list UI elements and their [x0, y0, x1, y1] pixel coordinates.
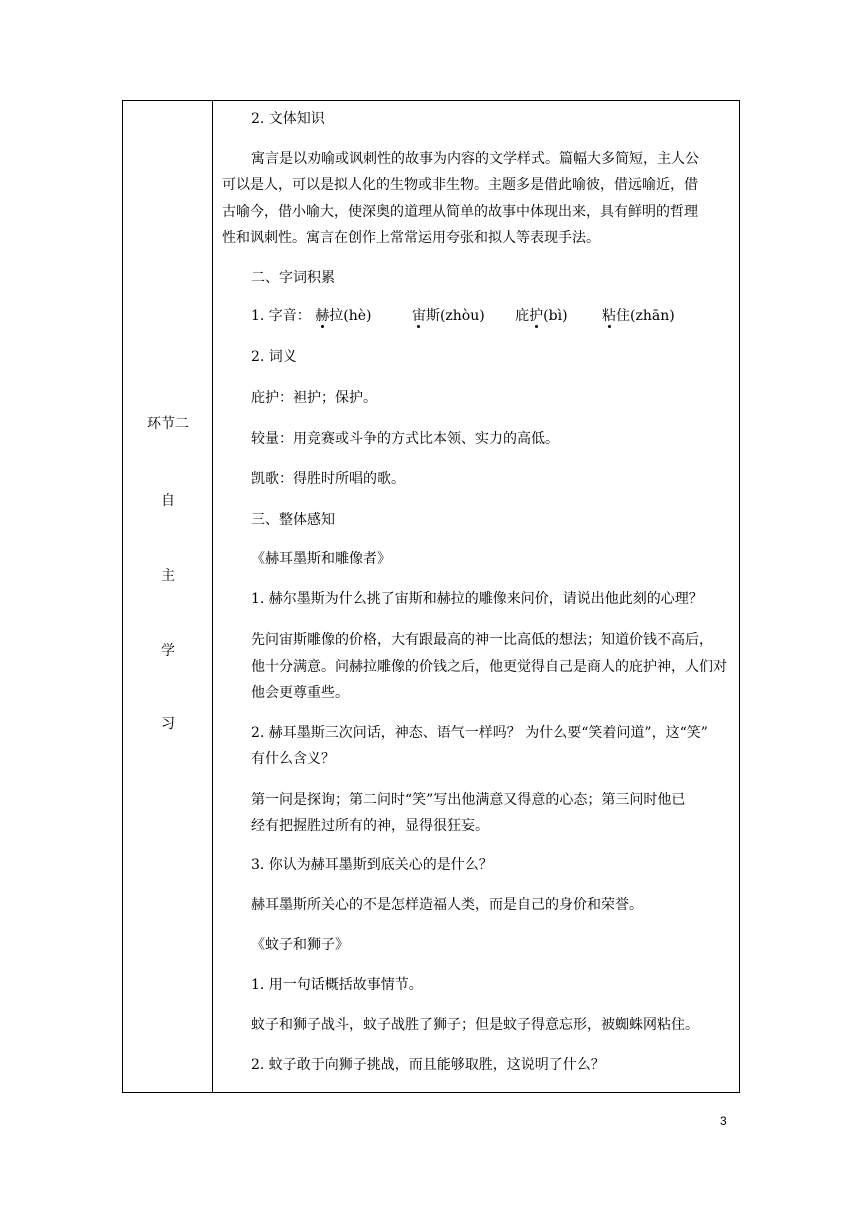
pronunciation-row [251, 306, 675, 326]
answer-line: 蚊子和狮子战斗，蚊子战胜了狮子；但是蚊子得意忘形，被蜘蛛网粘住。 [251, 1017, 699, 1033]
definition-line: 凯歌：得胜时所唱的歌。 [251, 471, 405, 487]
stage-char-3: 学 [161, 643, 175, 659]
subheading: 2. 词义 [251, 349, 297, 365]
heading-genre: 2. 文体知识 [251, 111, 325, 127]
stage-char-1: 自 [161, 493, 175, 509]
answer-line: 他十分满意。问赫拉雕像的价钱之后，他更觉得自己是商人的庇护神，人们对 [251, 659, 727, 675]
emphasized-char: 粘 [602, 308, 616, 324]
answer-line: 第一问是探询；第二问时“笑”写出他满意又得意的心态；第三问时他已 [251, 792, 686, 808]
question-line: 1. 赫尔墨斯为什么挑了宙斯和赫拉的雕像来问价，请说出他此刻的心理？ [251, 591, 703, 607]
pronunciation-item: 庇 [515, 308, 530, 324]
stage-char-2: 主 [161, 568, 175, 584]
paragraph-line: 古喻今，借小喻大，使深奥的道理从简单的故事中体现出来，具有鲜明的哲理 [222, 204, 698, 220]
story-title: 《蚊子和狮子》 [251, 937, 349, 953]
paragraph-line: 可以是人，可以是拟人化的生物或非生物。主题多是借此喻彼，借远喻近，借 [222, 177, 698, 193]
question-line: 2. 赫耳墨斯三次问话，神态、语气一样吗？ 为什么要“笑着问道”，这“笑” [251, 725, 708, 741]
question-line: 3. 你认为赫耳墨斯到底关心的是什么？ [251, 857, 493, 873]
section-heading: 二、字词积累 [251, 270, 335, 286]
stage-label: 环节二 [147, 416, 189, 432]
pronunciation-prefix: 1. 字音： [251, 308, 311, 324]
story-title: 《赫耳墨斯和雕像者》 [251, 551, 391, 567]
section-label-column [123, 101, 213, 1092]
answer-line: 他会更尊重些。 [251, 685, 349, 701]
stage-char-4: 习 [161, 716, 175, 732]
answer-line: 赫耳墨斯所关心的不是怎样造福人类，而是自己的身价和荣誉。 [251, 897, 643, 913]
emphasized-char: 宙 [411, 308, 426, 324]
answer-line: 经有把握胜过所有的神，显得很狂妄。 [251, 818, 489, 834]
paragraph-line: 性和讽刺性。寓言在创作上常常运用夸张和拟人等表现手法。 [222, 230, 600, 246]
emphasized-char: 护 [529, 308, 544, 324]
content-column [214, 101, 739, 1092]
question-line: 2. 蚊子敢于向狮子挑战，而且能够取胜，这说明了什么？ [251, 1057, 605, 1073]
content-table [122, 100, 740, 1093]
question-line: 1. 用一句话概括故事情节。 [251, 977, 423, 993]
definition-line: 较量：用竞赛或斗争的方式比本领、实力的高低。 [251, 431, 559, 447]
definition-line: 庇护：袒护；保护。 [251, 390, 377, 406]
section-heading: 三、整体感知 [251, 512, 335, 528]
page-number: 3 [720, 1114, 727, 1128]
pronunciation-item: 斯(zhòu) [425, 308, 485, 324]
pronunciation-item: 住(zhān) [616, 308, 675, 324]
paragraph-line: 寓言是以劝喻或讽刺性的故事为内容的文学样式。篇幅大多简短，主人公 [251, 151, 699, 167]
question-line: 有什么含义？ [251, 751, 335, 767]
emphasized-char: 赫 [315, 308, 330, 324]
pronunciation-item: 拉(hè) [329, 308, 372, 324]
answer-line: 先问宙斯雕像的价格，大有跟最高的神一比高低的想法；知道价钱不高后， [251, 632, 713, 648]
pronunciation-item: (bì) [543, 308, 568, 324]
